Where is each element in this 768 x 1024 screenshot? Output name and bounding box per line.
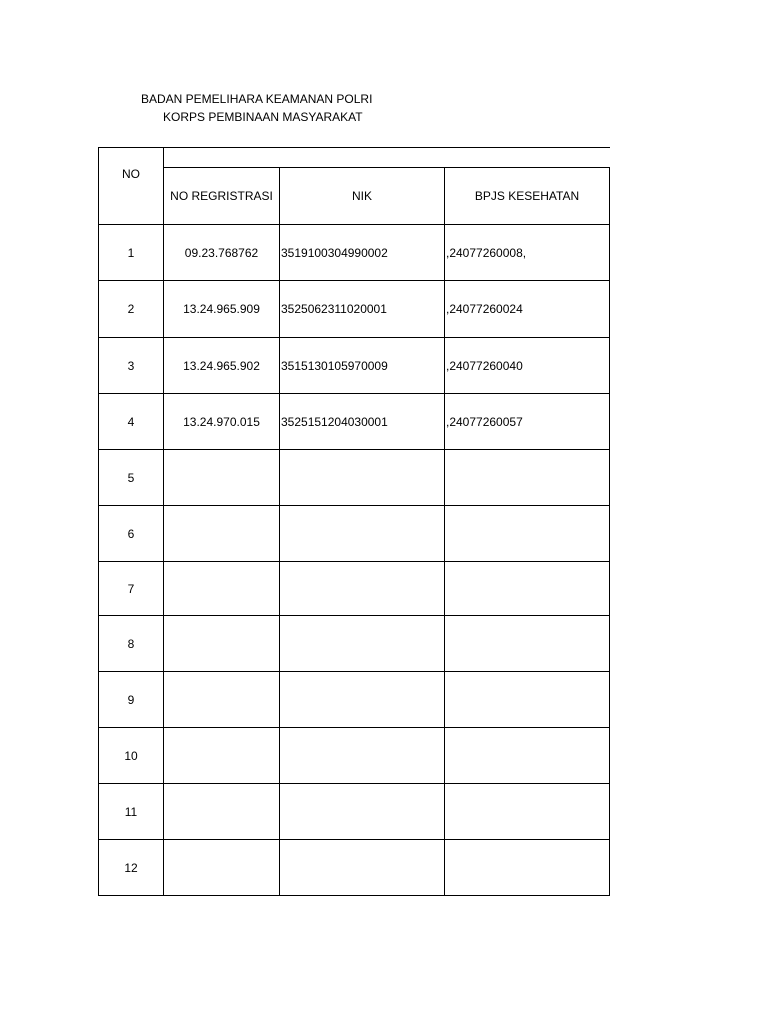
bpjs-cell <box>445 616 610 671</box>
row-number: 1 <box>127 245 135 260</box>
registration-cell <box>164 840 279 895</box>
nik-cell: 3519100304990002 <box>281 245 388 260</box>
row-number: 3 <box>127 358 135 373</box>
column-header-bpjs: BPJS KESEHATAN <box>474 189 580 203</box>
row-number: 8 <box>127 636 135 651</box>
bpjs-cell <box>445 840 610 895</box>
nik-cell <box>280 784 445 839</box>
registration-cell <box>164 506 279 561</box>
registration-cell: 13.24.970.015 <box>183 414 260 429</box>
bpjs-cell <box>445 506 610 561</box>
registration-cell <box>164 616 279 671</box>
registration-cell <box>164 672 279 727</box>
row-number: 5 <box>127 470 135 485</box>
row-number: 6 <box>127 526 135 541</box>
bpjs-cell: ,24077260057 <box>446 414 523 429</box>
column-header-no: NO <box>122 167 140 181</box>
bpjs-cell <box>445 728 610 783</box>
organization-subunit: KORPS PEMBINAAN MASYARAKAT <box>163 110 363 124</box>
column-header-registration: NO REGRISTRASI <box>170 189 273 203</box>
bpjs-cell <box>445 672 610 727</box>
row-number: 2 <box>127 302 135 316</box>
nik-cell: 3515130105970009 <box>281 358 388 373</box>
column-header-nik: NIK <box>351 189 372 203</box>
bpjs-cell: ,24077260008, <box>446 245 527 260</box>
nik-cell <box>280 450 445 505</box>
bpjs-cell: ,24077260024 <box>446 302 523 316</box>
bpjs-cell: ,24077260040 <box>446 358 523 373</box>
row-number: 7 <box>127 581 135 596</box>
table-border-top <box>98 147 610 148</box>
nik-cell <box>280 616 445 671</box>
table-border-bottom <box>98 895 610 896</box>
nik-cell <box>280 562 445 615</box>
row-number: 9 <box>127 692 135 707</box>
row-number: 12 <box>124 860 138 875</box>
registration-cell <box>164 784 279 839</box>
bpjs-cell <box>445 784 610 839</box>
registration-cell: 13.24.965.902 <box>183 358 260 373</box>
row-number: 10 <box>124 748 138 763</box>
registration-cell <box>164 450 279 505</box>
nik-cell <box>280 672 445 727</box>
bpjs-cell <box>445 450 610 505</box>
registration-cell <box>164 728 279 783</box>
registration-cell <box>164 562 279 615</box>
row-number: 4 <box>127 414 135 429</box>
registration-cell: 13.24.965.909 <box>183 302 260 316</box>
organization-name: BADAN PEMELIHARA KEAMANAN POLRI <box>141 92 373 106</box>
row-number: 11 <box>124 804 138 819</box>
bpjs-cell <box>445 562 610 615</box>
nik-cell <box>280 728 445 783</box>
nik-cell <box>280 840 445 895</box>
registration-cell: 09.23.768762 <box>184 245 259 260</box>
data-table <box>98 147 609 895</box>
nik-cell: 3525151204030001 <box>281 414 388 429</box>
nik-cell: 3525062311020001 <box>281 302 387 316</box>
nik-cell <box>280 506 445 561</box>
